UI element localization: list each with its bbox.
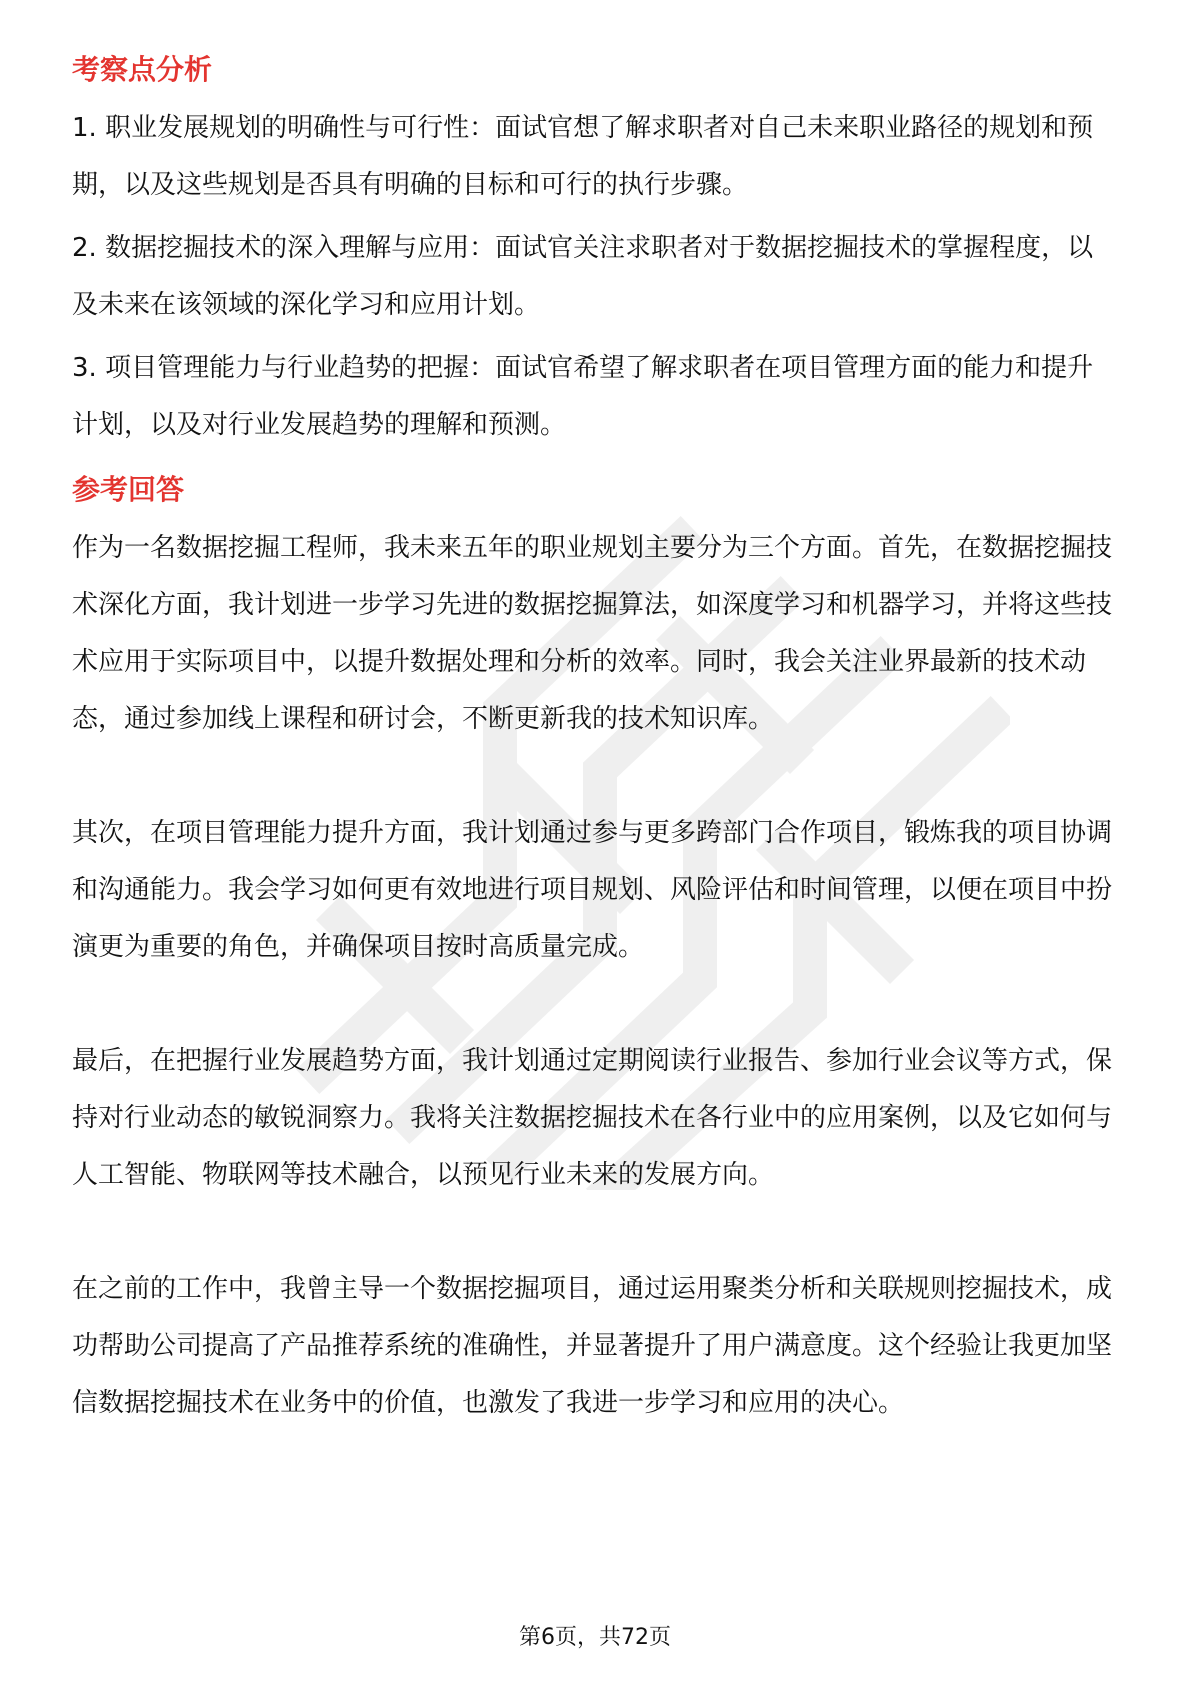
answer-paragraph-3: 最后，在把握行业发展趋势方面，我计划通过定期阅读行业报告、参加行业会议等方式，保持对行业动态的敏锐洞察力。我将关注数据挖掘技术在各行业中的应用案例，以及它如何与人工智能、物联网等技术融合，以预见行业未来的发展方向。 — [72, 1046, 1113, 1190]
answer-paragraph-2: 其次，在项目管理能力提升方面，我计划通过参与更多跨部门合作项目，锻炼我的项目协调和沟通能力。我会学习如何更有效地进行项目规划、风险评估和时间管理，以便在项目中扮演更为重要的角色，并确保项目按时高质量完成。 — [72, 818, 1113, 962]
analysis-item-3: 3. 项目管理能力与行业趋势的把握：面试官希望了解求职者在项目管理方面的能力和提升计划，以及对行业发展趋势的理解和预测。 — [72, 353, 1094, 440]
analysis-heading: 考察点分析 — [72, 53, 213, 86]
paragraph-spacer — [72, 748, 1118, 805]
paragraph-spacer — [72, 1204, 1118, 1261]
paragraph-spacer — [72, 976, 1118, 1033]
page-number: 第6页，共72页 — [519, 1625, 671, 1650]
analysis-item-1: 1. 职业发展规划的明确性与可行性：面试官想了解求职者对自己未来职业路径的规划和预期，以及这些规划是否具有明确的目标和可行的执行步骤。 — [72, 113, 1094, 200]
answer-heading: 参考回答 — [72, 473, 185, 506]
answer-paragraph-1: 作为一名数据挖掘工程师，我未来五年的职业规划主要分为三个方面。首先，在数据挖掘技术深化方面，我计划进一步学习先进的数据挖掘算法，如深度学习和机器学习，并将这些技术应用于实际项目中，以提升数据处理和分析的效率。同时，我会关注业界最新的技术动态，通过参加线上课程和研讨会，不断更新我的技术知识库。 — [72, 533, 1113, 734]
answer-paragraph-4: 在之前的工作中，我曾主导一个数据挖掘项目，通过运用聚类分析和关联规则挖掘技术，成功帮助公司提高了产品推荐系统的准确性，并显著提升了用户满意度。这个经验让我更加坚信数据挖掘技术在业务中的价值，也激发了我进一步学习和应用的决心。 — [72, 1274, 1113, 1418]
analysis-item-2: 2. 数据挖掘技术的深入理解与应用：面试官关注求职者对于数据挖掘技术的掌握程度，以及未来在该领域的深化学习和应用计划。 — [72, 233, 1094, 320]
document-content — [72, 48, 1118, 1432]
